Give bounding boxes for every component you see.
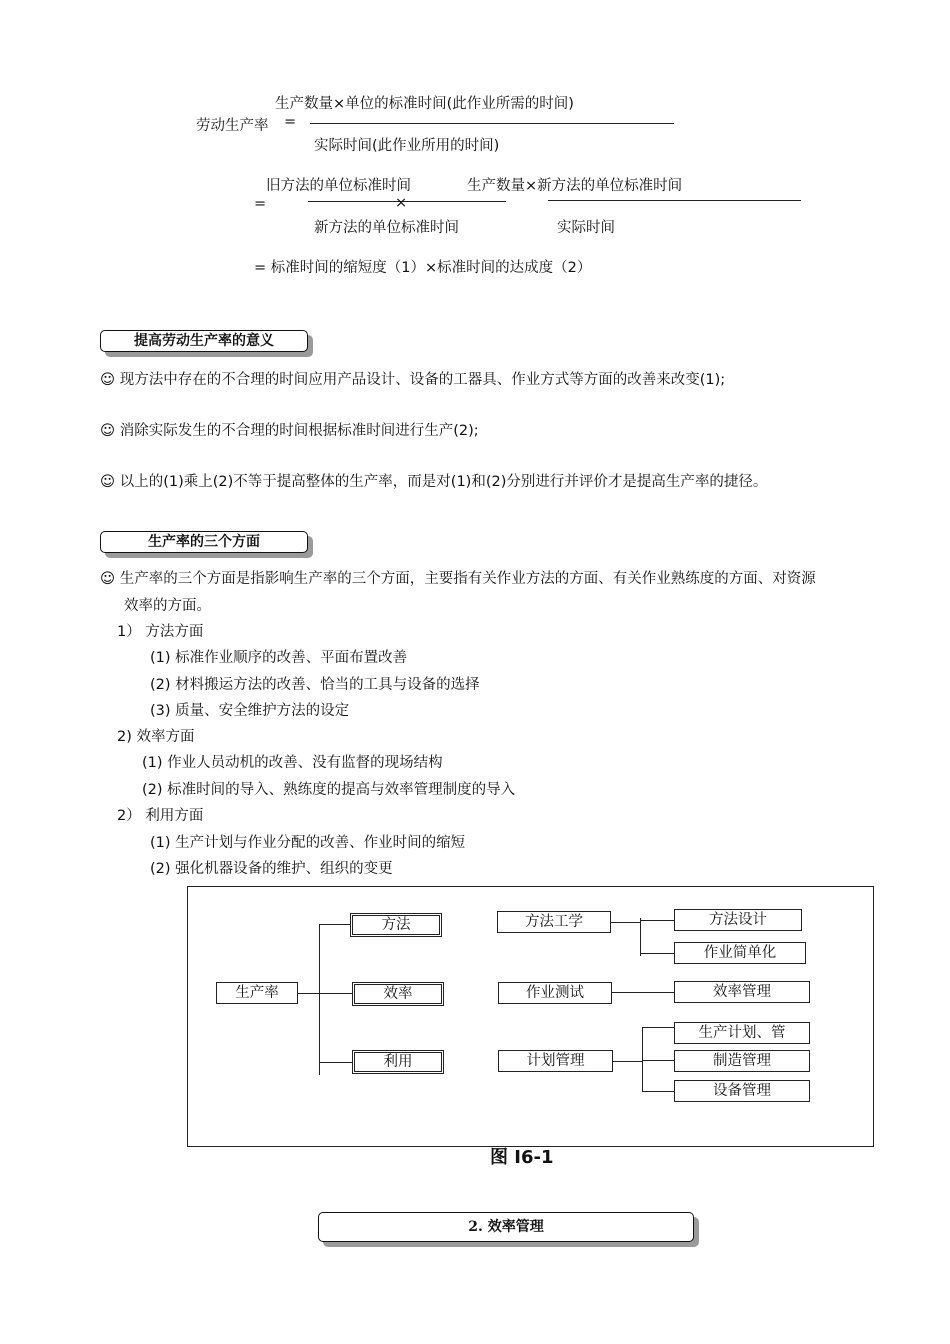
diagram-node-planning-management: 计划管理	[498, 1050, 613, 1072]
paragraph-item: ☺ 消除实际发生的不合理的时间根据标准时间进行生产(2);	[100, 423, 479, 439]
connector-line	[640, 918, 641, 956]
connector-line	[642, 1091, 674, 1092]
connector-line	[642, 1060, 674, 1061]
list-item: 1） 方法方面	[117, 624, 204, 640]
formula-denominator: 实际时间(此作业所用的时间)	[314, 138, 500, 154]
diagram-node-efficiency-management: 效率管理	[674, 981, 810, 1003]
connector-line	[611, 992, 674, 993]
formula-old-method: 旧方法的单位标准时间	[266, 178, 411, 194]
fraction-bar-2b	[548, 200, 801, 201]
paragraph-item: ☺ 现方法中存在的不合理的时间应用产品设计、设备的工器具、作业方式等方面的改善来改变(1);	[100, 372, 726, 388]
connector-line	[319, 1062, 352, 1063]
diagram-node-utilization: 利用	[352, 1050, 444, 1074]
formula-new-method: 新方法的单位标准时间	[314, 220, 459, 236]
diagram-node-method-design: 方法设计	[674, 909, 802, 931]
section-heading-significance: 提高劳动生产率的意义	[100, 330, 308, 352]
connector-line	[640, 920, 674, 921]
section-heading-three-aspects: 生产率的三个方面	[100, 531, 308, 553]
diagram-node-manufacturing-management: 制造管理	[674, 1050, 810, 1072]
formula-numerator: 生产数量×单位的标准时间(此作业所需的时间)	[275, 96, 574, 112]
section-heading-efficiency-management: 2. 效率管理	[318, 1212, 694, 1242]
list-item: (1) 生产计划与作业分配的改善、作业时间的缩短	[150, 835, 466, 851]
diagram-node-work-measurement: 作业测试	[498, 982, 612, 1004]
fraction-bar	[310, 123, 674, 124]
formula-equals-2: =	[254, 196, 267, 212]
connector-line	[610, 922, 640, 923]
connector-line	[319, 924, 350, 925]
formula-equals: =	[284, 114, 297, 130]
formula-actual-time: 实际时间	[557, 220, 615, 236]
connector-line	[642, 1027, 643, 1091]
diagram-node-equipment-management: 设备管理	[674, 1080, 810, 1102]
diagram-node-production-planning: 生产计划、管	[674, 1022, 810, 1044]
formula-line3: = 标准时间的缩短度（1）×标准时间的达成度（2）	[254, 260, 592, 276]
connector-line	[640, 953, 674, 954]
connector-line	[319, 924, 320, 1075]
formula-lhs: 劳动生产率	[196, 118, 269, 134]
list-item: (2) 材料搬运方法的改善、恰当的工具与设备的选择	[150, 677, 480, 693]
paragraph-intro: ☺ 生产率的三个方面是指影响生产率的三个方面，主要指有关作业方法的方面、有关作业熟练度的方面、对资源	[100, 571, 816, 587]
formula-qty-new-method: 生产数量×新方法的单位标准时间	[467, 178, 683, 194]
diagram-node-method-engineering: 方法工学	[497, 911, 611, 933]
formula-times: ×	[395, 195, 408, 211]
list-item: (2) 强化机器设备的维护、组织的变更	[150, 861, 393, 877]
connector-line	[297, 993, 319, 994]
diagram-node-method: 方法	[350, 913, 442, 937]
diagram-node-efficiency: 效率	[352, 982, 444, 1006]
list-item: 2） 利用方面	[117, 808, 204, 824]
diagram-node-work-simplification: 作业简单化	[674, 942, 806, 964]
connector-line	[319, 993, 352, 994]
list-item: (3) 质量、安全维护方法的设定	[150, 703, 350, 719]
connector-line	[612, 1061, 642, 1062]
list-item: 2) 效率方面	[117, 729, 195, 745]
connector-line	[642, 1027, 674, 1028]
figure-caption: 图 I6-1	[490, 1147, 554, 1168]
paragraph-intro-cont: 效率的方面。	[124, 598, 211, 614]
list-item: (1) 作业人员动机的改善、没有监督的现场结构	[142, 755, 443, 771]
diagram-root-node: 生产率	[216, 982, 298, 1004]
list-item: (2) 标准时间的导入、熟练度的提高与效率管理制度的导入	[142, 782, 516, 798]
list-item: (1) 标准作业顺序的改善、平面布置改善	[150, 650, 408, 666]
paragraph-item: ☺ 以上的(1)乘上(2)不等于提高整体的生产率，而是对(1)和(2)分别进行并评价才是提高生产率的捷径。	[100, 474, 768, 490]
